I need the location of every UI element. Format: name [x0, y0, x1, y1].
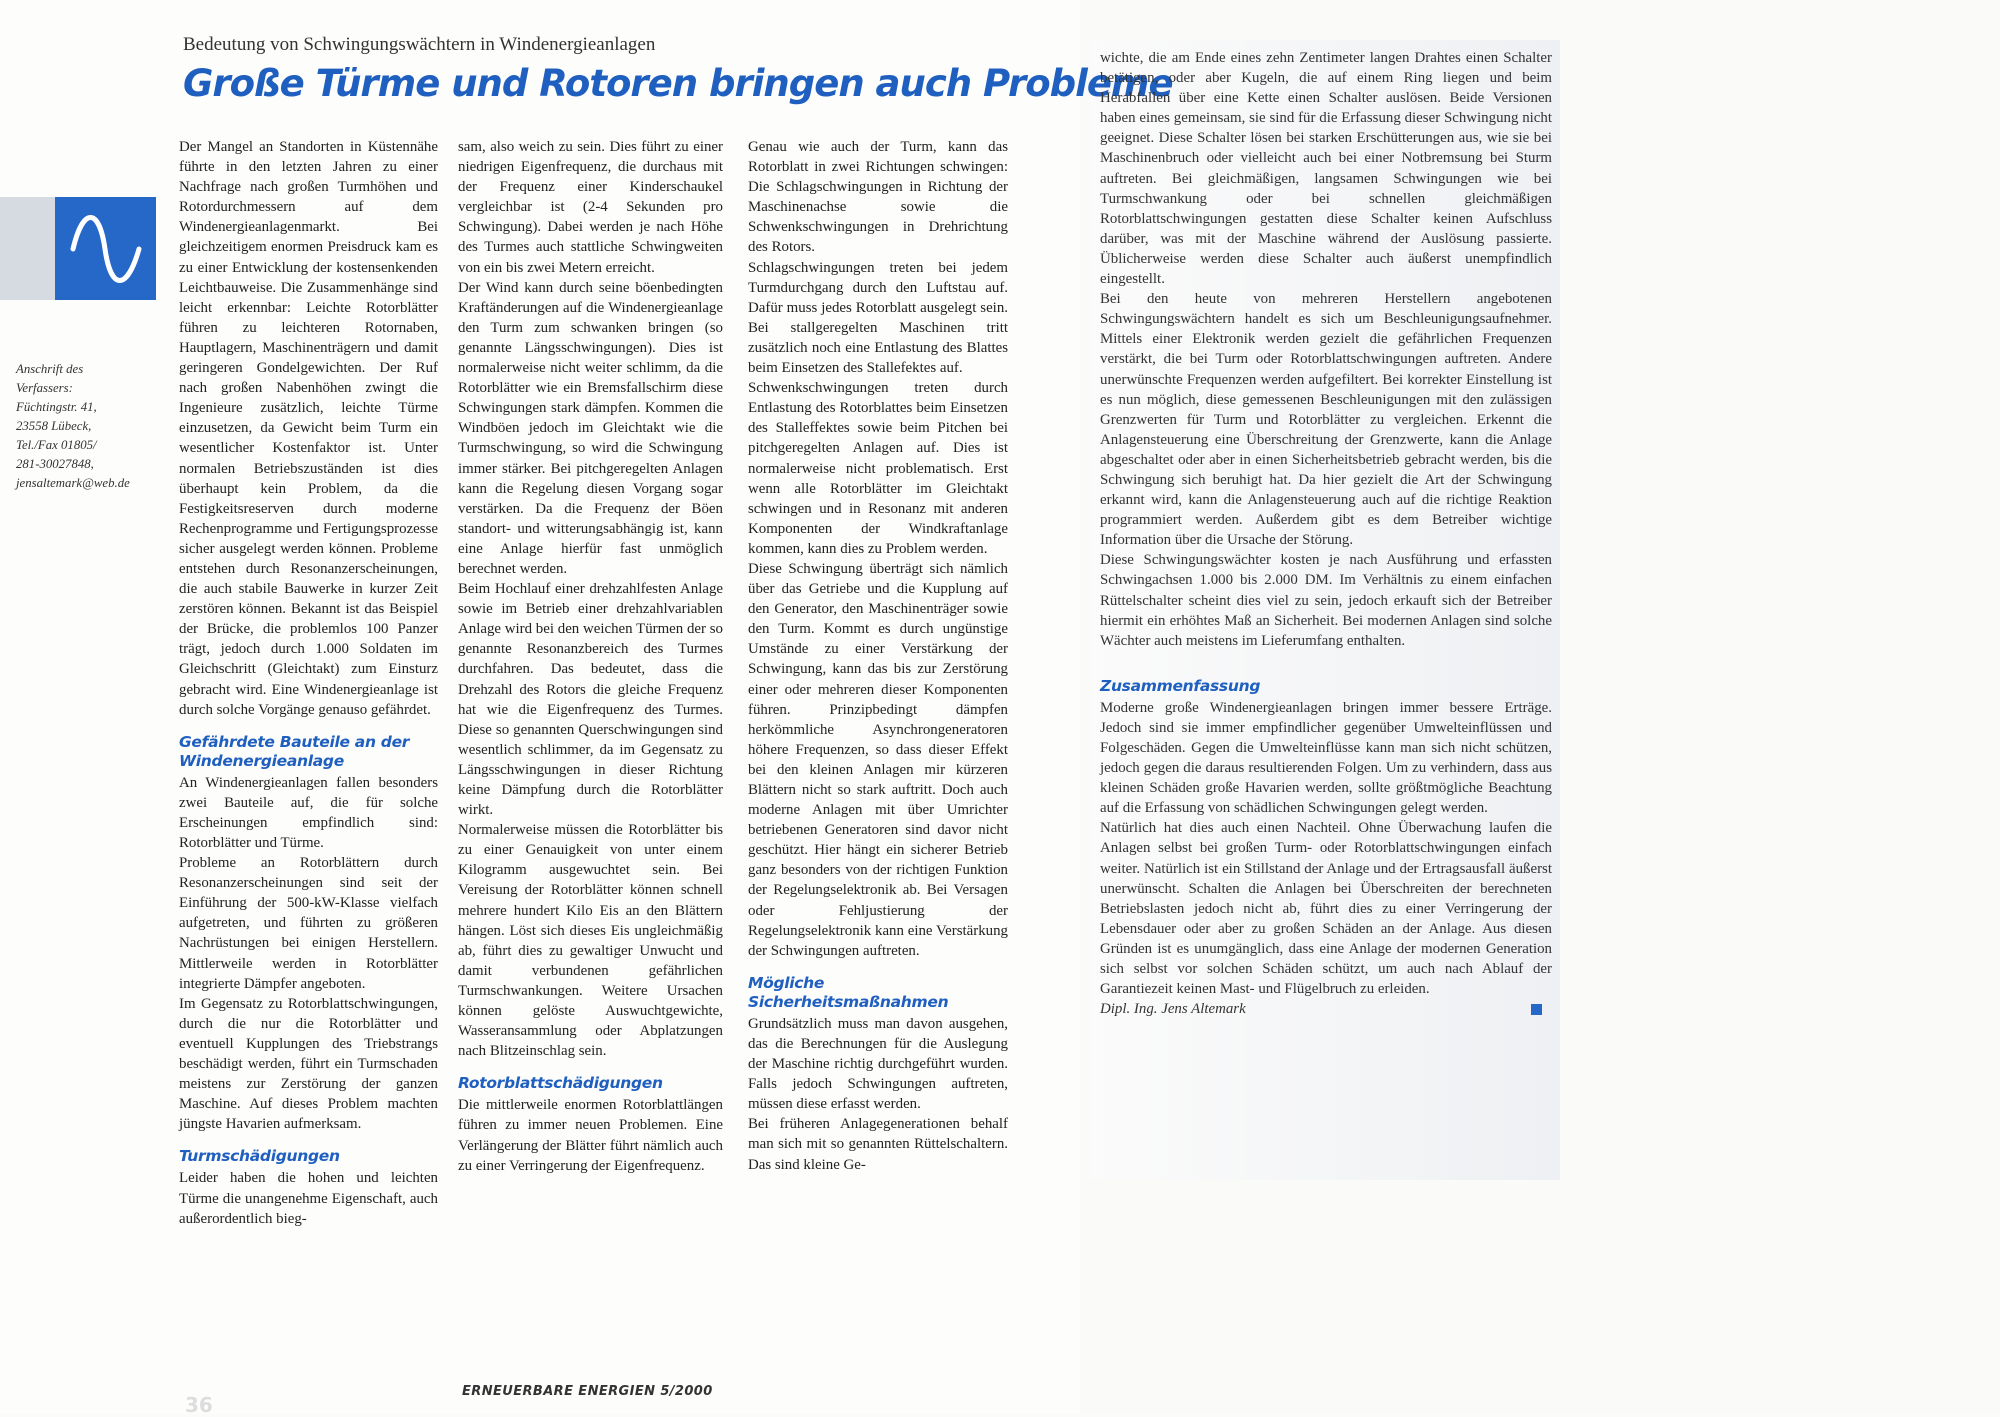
address-line: 23558 Lübeck, — [16, 419, 92, 433]
paragraph: Diese Schwingungswächter kosten je nach Ausführung und erfassten Schwingachsen 1.000 bis 2.000 DM. Im Verhältnis zu einem einfachen Rüttelschalter scheint dies viel zu sein, jedoch erkauft sich der Betreiber hiermit ein erhöhtes Maß an Sicherheit. Bei modernen Anlagen sind solche Wächter auch meistens im Lieferumfang enthalten. — [1100, 552, 1552, 649]
page-number: 36 — [185, 1393, 213, 1417]
article-headline: Große Türme und Rotoren bringen auch Probleme — [183, 62, 1173, 105]
paragraph: Der Mangel an Standorten in Küstennähe führte in den letzten Jahren zu einer Nachfrage nach großen Turmhöhen und Rotordurchmessern auf dem Windenergieanlagenmarkt. Bei gleichzeitigem enormen Preisdruck kam es zu einer Entwicklung der kostensenkenden Leichtbauweise. Die Zusammenhänge sind leicht erkennbar: Leichte Rotorblätter führen zu leichteren Rotornaben, Hauptlagern, Maschinenträgern und damit geringeren Gondelgewichten. Der Ruf nach großen Nabenhöhen zwingt die Ingenieure zusätzlich, leichte Türme einzusetzen, da Gewicht beim Turm ein wesentlicher Kostenfaktor ist. Unter normalen Betriebszuständen ist dies überhaupt kein Problem, da die Festigkeitsreserven durch moderne Rechenprogramme und Fertigungsprozesse sicher ausgelegt werden können. Probleme entstehen durch Resonanzerscheinungen, die auch stabile Bauwerke in kurzer Zeit zerstören können. Bekannt ist das Beispiel der Brücke, die problemlos 100 Panzer trägt, jedoch durch 1.000 Soldaten im Gleichschritt (Gleichtakt) zum Einsturz gebracht wird. Eine Windenergieanlage ist durch solche Vorgänge genauso gefährdet. — [179, 139, 438, 718]
paragraph: Grundsätzlich muss man davon ausgehen, das die Berechnungen für die Auslegung der Maschine richtig durchgeführt wurden. Falls jedoch Schwingungen auftreten, müssen diese erfasst werden. — [748, 1015, 1008, 1113]
section-logo — [0, 197, 156, 300]
paragraph: Genau wie auch der Turm, kann das Rotorblatt in zwei Richtungen schwingen: Die Schlagschwingungen in Richtung der Maschinenachse sowie die Schwenkschwingungen in Drehrichtung des Rotors. — [748, 139, 1008, 256]
author-signature — [1100, 999, 1552, 1019]
address-line: Verfassers: — [16, 381, 73, 395]
section-heading: Gefährdete Bauteile an der Windenergieanlage — [179, 732, 410, 770]
paragraph: Probleme an Rotorblättern durch Resonanzerscheinungen sind seit der Einführung der 500-kW-Klasse vielfach aufgetreten, und führten zu größeren Nachrüstungen bei einigen Herstellern. Mittlerweile werden in Rotorblätter integrierte Dämpfer angeboten. — [179, 855, 438, 992]
text-column-4 — [1100, 48, 1552, 1019]
author-name: Dipl. Ing. Jens Altemark — [1100, 1001, 1246, 1018]
author-address — [16, 360, 166, 493]
paragraph: Natürlich hat dies auch einen Nachteil. Ohne Überwachung laufen die Anlagen selbst bei großen Turm- oder Rotorblattschwingungen einfach weiter. Natürlich ist ein Stillstand der Anlage und der Ertragsausfall äußerst unerwünscht. Schalten die Anlagen bei Überschreiten der berechneten Betriebslasten jedoch nicht ab, führt dies zu einer Verringerung der Lebensdauer oder aber zu großen Schäden an der Anlage. Aus diesen Gründen ist es unumgänglich, dass eine Anlage der modernen Generation sich selbst vor solchen Schäden schützt, um auch nach Ablauf der Garantiezeit keinen Mast- und Flügelbruch zu erleiden. — [1100, 820, 1552, 998]
paragraph: wichte, die am Ende eines zehn Zentimeter langen Drahtes einen Schalter betätigen, oder aber Kugeln, die auf einem Ring liegen und beim Herabfallen über eine Kette einen Schalter auslösen. Beide Versionen haben eines gemeinsam, sie sind für die Erfassung dieser Schwingung nicht geeignet. Diese Schalter lösen bei starken Erschütterungen aus, wie sie bei Maschinenbruch oder vielleicht auch bei einer Notbremsung bei Sturm auftreten. Bei gleichmäßigen, langsamen Schwingungen wie bei Turmschwankung oder bei schnellen gleichmäßigen Rotorblattschwingungen gestatten diese Schalter keinen Aufschluss darüber, was mit der Maschine während der Auslösung passierte. Üblicherweise werden diese Schalter auch äußerst unempfindlich eingestellt. — [1100, 50, 1552, 288]
sine-wave-icon — [55, 197, 156, 300]
address-line: Füchtingstr. 41, — [16, 400, 97, 414]
paragraph: Moderne große Windenergieanlagen bringen immer bessere Erträge. Jedoch sind sie immer empfindlicher gegenüber Umwelteinflüssen und Folgeschäden. Gegen die Umwelteinflüsse kann man sich nicht schützen, jedoch gegen die daraus resultierenden Folgen. Um zu verhindern, dass aus kleinen Schäden große Havarien werden, sollte größtmögliche Beachtung auf die Erfassung von schädlichen Schwingungen gelegt werden. — [1100, 699, 1552, 817]
section-heading: Rotorblattschädigungen — [458, 1074, 663, 1093]
paragraph: Bei den heute von mehreren Herstellern angebotenen Schwingungswächtern handelt es sich um Beschleunigungsaufnehmer. Mittels einer Elektronik werden gezielt die gefährlichen Frequenzen verstärkt, die bei Turm oder Rotorblattschwingungen auftreten. Andere unerwünschte Frequenzen werden aufgefiltert. Bei korrekter Einstellung ist es nun möglich, diese gemessenen Beschleunigungen mit den zulässigen Grenzwerten für Turm und Rotorblätter zu vergleichen. Erkennt die Anlagensteuerung eine Überschreitung der Grenzwerte, kann die Anlage abgeschaltet oder aber in einen Sicherheitsbetrieb gebracht werden, bis die Schwingung sich beruhigt hat. Da hier gezielt die Art der Schwingung erkannt wird, kann die Anlagensteuerung auch auf die richtige Reaktion programmiert werden. Außerdem gibt es dem Betreiber wichtige Information über die Ursache der Störung. — [1100, 291, 1552, 549]
address-line: Anschrift des — [16, 362, 84, 376]
article-kicker: Bedeutung von Schwingungswächtern in Windenergieanlagen — [183, 34, 656, 55]
text-column-1 — [179, 137, 438, 1229]
section-heading: Mögliche Sicherheitsmaßnahmen — [748, 973, 949, 1011]
paragraph: sam, also weich zu sein. Dies führt zu einer niedrigen Eigenfrequenz, die durchaus mit der Frequenz einer Kinderschaukel vergleichbar ist (2-4 Sekunden pro Schwingung). Dabei werden je nach Höhe des Turmes auch stattliche Schwingweiten von ein bis zwei Metern erreicht. — [458, 139, 723, 276]
paragraph: Schlagschwingungen treten bei jedem Turmdurchgang durch den Luftstau auf. Dafür muss jedes Rotorblatt ausgelegt sein. Bei stallgeregelten Maschinen tritt zusätzlich noch eine Entlastung des Blattes beim Einsetzen des Stallefektes auf. — [748, 259, 1008, 377]
paragraph: Normalerweise müssen die Rotorblätter bis zu einer Genauigkeit von unter einem Kilogramm ausgewuchtet sein. Bei Vereisung der Rotorblätter können schnell mehrere hundert Kilo Eis an den Blättern hängen. Löst sich dieses Eis ungleichmäßig ab, führt dies zu gewaltiger Unwucht und damit verbundenen gefährlichen Turmschwankungen. Weitere Ursachen können gelöste Auswuchtgewichte, Wasseransammlung oder Abplatzungen nach Blitzeinschlag sein. — [458, 822, 723, 1060]
paragraph: Die mittlerweile enormen Rotorblattlängen führen zu immer neuen Problemen. Eine Verlängerung der Blätter führt nämlich auch zu einer Verringerung der Eigenfrequenz. — [458, 1097, 723, 1174]
address-line: 281-30027848, — [16, 457, 94, 471]
paragraph: Diese Schwingung überträgt sich nämlich über das Getriebe und die Kupplung auf den Generator, den Maschinenträger sowie den Turm. Kommt es durch ungünstige Umstände zu einer Verstärkung der Schwingung, kann das bis zur Zerstörung einer oder mehreren dieser Komponenten führen. Prinzipbedingt dämpfen herkömmliche Asynchrongeneratoren höhere Frequenzen, so dass dieser Effekt bei den kleinen Anlagen mir kürzeren Blättern nicht so stark auftritt. Doch auch moderne Anlagen mit über Umrichter betriebenen Generatoren sind davor nicht geschützt. Hier hängt ein sicherer Betrieb ganz besonders von der richtigen Funktion der Regelungselektronik ab. Bei Versagen oder Fehljustierung der Regelungselektronik kann eine Verstärkung der Schwingungen auftreten. — [748, 560, 1008, 959]
address-line: Tel./Fax 01805/ — [16, 438, 97, 452]
paragraph: Bei früheren Anlagegenerationen behalf man sich mit so genannten Rüttelschaltern. Das sind kleine Ge- — [748, 1116, 1008, 1173]
paragraph: Der Wind kann durch seine böenbedingten Kraftänderungen auf die Windenergieanlage den Turm zum schwanken bringen (so genannte Längsschwingungen). Dies ist normalerweise nicht weiter schlimm, da die Rotorblätter wie ein Bremsfallschirm diese Schwingungen stark dämpfen. Kommen die Windböen jedoch im Gleichtakt wie die Turmschwingung, so wird die Schwingung immer stärker. Bei pitchgeregelten Anlagen kann die Regelung diesen Vorgang sogar verstärken. Da die Frequenz der Böen standort- und witterungsabhängig ist, kann eine Anlage hierfür fast unmöglich berechnet werden. — [458, 279, 723, 577]
paragraph: Schwenkschwingungen treten durch Entlastung des Rotorblattes beim Einsetzen des Stalleffektes sowie beim Pitchen bei pitchgeregelten Anlagen auf. Dies ist normalerweise nicht problematisch. Erst wenn alle Rotorblätter im Gleichtakt schwingen und in Resonanz mit anderen Komponenten der Windkraftanlage kommen, kann dies zu Problem werden. — [748, 380, 1008, 557]
section-heading: Turmschädigungen — [179, 1147, 340, 1166]
text-column-3 — [748, 137, 1008, 1175]
paragraph: Leider haben die hohen und leichten Türme die unangenehme Eigenschaft, auch außerordentlich bieg- — [179, 1170, 438, 1227]
journal-footer: ERNEUERBARE ENERGIEN 5/2000 — [462, 1384, 713, 1399]
address-email: jensaltemark@web.de — [16, 476, 130, 490]
text-column-2 — [458, 137, 723, 1176]
paragraph: Beim Hochlauf einer drehzahlfesten Anlage sowie im Betrieb einer drehzahlvariablen Anlage wird bei den weichen Türmen der so genannte Resonanzbereich des Turmes durchfahren. Das bedeutet, dass die Drehzahl des Rotors die gleiche Frequenz hat wie die Eigenfrequenz des Turmes. Diese so genannten Querschwingungen sind wesentlich schlimmer, da im Gegensatz zu Längsschwingungen in dieser Richtung keine Dämpfung durch die Rotorblätter wirkt. — [458, 581, 723, 819]
paragraph: Im Gegensatz zu Rotorblattschwingungen, durch die nur die Rotorblätter und eventuell Kupplungen des Triebstrangs beschädigt werden, führt ein Turmschaden meistens zur Zerstörung der ganzen Maschine. Auf dieses Problem machten jüngste Havarien aufmerksam. — [179, 995, 438, 1133]
section-heading: Zusammenfassung — [1100, 676, 1261, 695]
paragraph: An Windenergieanlagen fallen besonders zwei Bauteile auf, die für solche Erscheinungen empfindlich sind: Rotorblätter und Türme. — [179, 774, 438, 851]
end-of-article-icon — [1531, 1004, 1542, 1015]
